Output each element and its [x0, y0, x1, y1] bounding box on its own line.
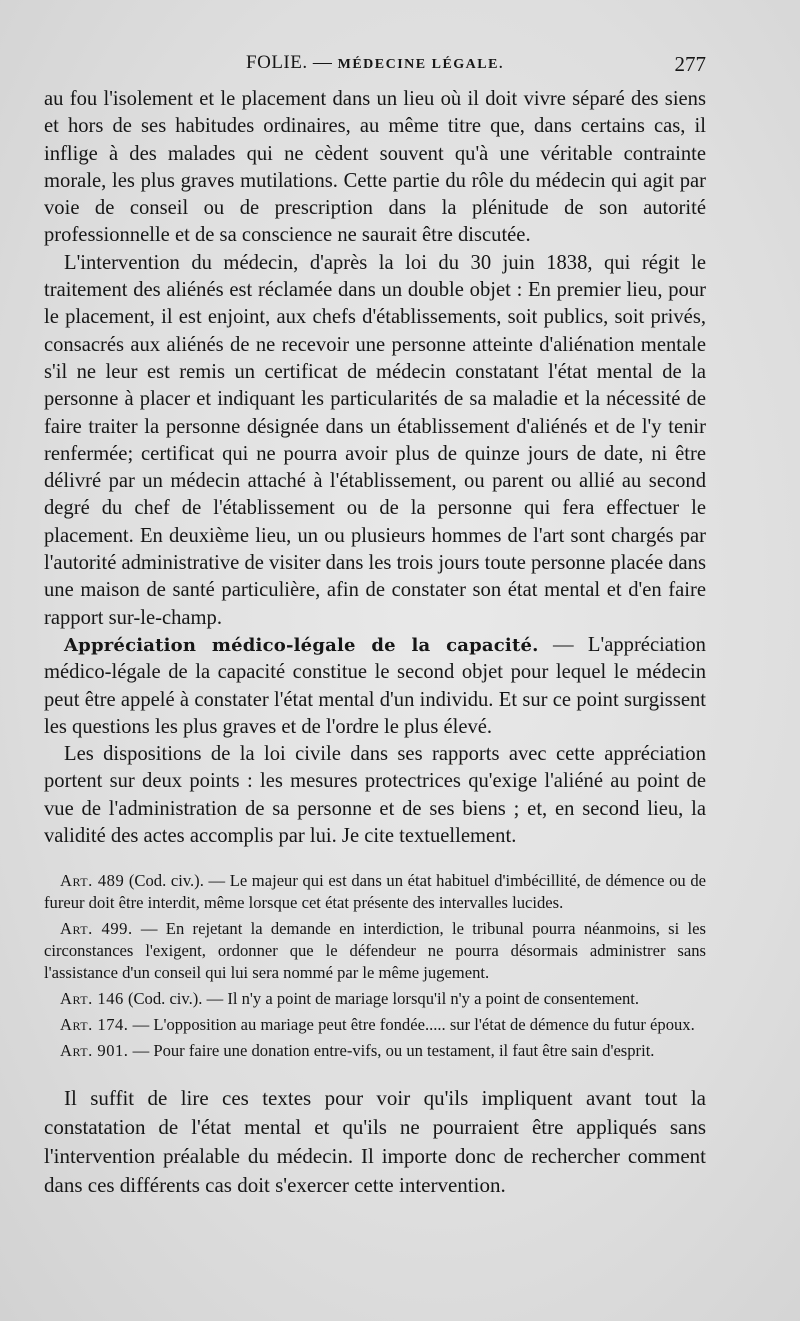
header-dash: — — [312, 52, 333, 73]
article-146 — [44, 988, 706, 1010]
article-text: — Pour faire une donation entre-vifs, ou un testament, il faut être sain d'esprit. — [132, 1041, 655, 1061]
article-text: — En rejetant la demande en interdiction, le tribunal pourra néanmoins, si les circonstances l'exigent, ordonner que le défendeur ne pourra désormais administrer sans l'assistance d'un conseil qui lui sera nommé par le même jugement. — [44, 919, 706, 983]
article-label: Art. 146 — [60, 989, 124, 1009]
article-label: Art. 901. — [60, 1041, 129, 1061]
page-number: 277 — [674, 52, 706, 76]
article-text: — L'opposition au mariage peut être fondée..... sur l'état de démence du futur époux. — [132, 1015, 695, 1035]
running-header — [44, 52, 706, 82]
article-489 — [44, 870, 706, 914]
paragraph-civil-law: Les dispositions de la loi civile dans ses rapports avec cette appréciation portent sur deux points : les mesures protectrices qu'exige l'aliéné au point de vue de l'administration de sa personne et de ses biens ; et, en second lieu, la validité des actes accomplis par lui. Je cite textuellement. — [44, 743, 706, 848]
header-title: FOLIE. — [246, 52, 308, 73]
paragraph-conclusion: Il suffit de lire ces textes pour voir qu'ils impliquent avant tout la constatation de l'état mental et qu'ils ne pourraient être appliqués sans l'intervention préalable du médecin. Il importe donc de rechercher comment dans ces différents cas doit s'exercer cette intervention. — [44, 1086, 706, 1198]
article-label: Art. 174. — [60, 1015, 129, 1035]
article-text: (Cod. civ.). — Le majeur qui est dans un état habituel d'imbécillité, de démence ou de fureur doit être interdit, même lorsque cet état présente des intervalles lucides. — [44, 871, 706, 913]
paragraph-intervention: L'intervention du médecin, d'après la loi du 30 juin 1838, qui régit le traitement des aliénés est réclamée dans un double objet : En premier lieu, pour le placement, il est enjoint, aux chefs d'établissements, soit publics, soit privés, consacrés aux aliénés de ne recevoir une personne atteinte d'aliénation mentale s'il ne leur est remis un certificat de médecin constatant l'état mental de la personne à placer et indiquant les particularités de sa maladie et la nécessité de faire traiter la personne désignée dans un établissement d'aliénés et de l'y tenir renfermée; certificat qui ne pourra avoir plus de quinze jours de date, ni être délivré par un médecin attaché à l'établissement, ou parent ou allié au second degré du chef de l'établissement ou de la personne qui fera effectuer le placement. En deuxième lieu, un ou plusieurs hommes de l'art sont chargés par l'autorité administrative de visiter dans les trois jours toute personne placée dans une maison de santé particulière, afin de constater son état mental et d'en faire rapport sur-le-champ. — [44, 251, 706, 629]
article-label: Art. 489 — [60, 871, 125, 891]
article-901 — [44, 1040, 706, 1062]
article-text: (Cod. civ.). — Il n'y a point de mariage lorsqu'il n'y a point de consentement. — [127, 989, 640, 1009]
article-174 — [44, 1014, 706, 1036]
article-citations — [44, 870, 706, 1062]
header-subtitle: MÉDECINE LÉGALE. — [337, 57, 504, 72]
article-label: Art. 499. — [60, 919, 133, 939]
section-dash: — — [552, 633, 574, 656]
running-title — [44, 52, 706, 74]
article-499 — [44, 918, 706, 984]
section-text: L'appréciation médico-légale de la capacité constitue le second objet pour lequel le médecin peut être appelé à constater l'état mental d'un individu. Et sur ce point surgissent les questions les plus graves et de l'ordre le plus élevé. — [44, 633, 706, 738]
paragraph-continued: au fou l'isolement et le placement dans un lieu où il doit vivre séparé des siens et hors de ses habitudes ordinaires, au même titre que, dans certains cas, il inflige à des malades qui ne cèdent souvent qu'à une véritable contrainte morale, les plus graves mutilations. Cette partie du rôle du médecin qui agit par voie de conseil ou de prescription dans la plénitude de son autorité professionnelle et de sa conscience ne saurait être discutée. — [44, 88, 706, 247]
paragraph-capacity — [44, 632, 706, 741]
section-heading: Appréciation médico-légale de la capacité. — [64, 634, 539, 656]
page-body — [44, 86, 706, 1200]
